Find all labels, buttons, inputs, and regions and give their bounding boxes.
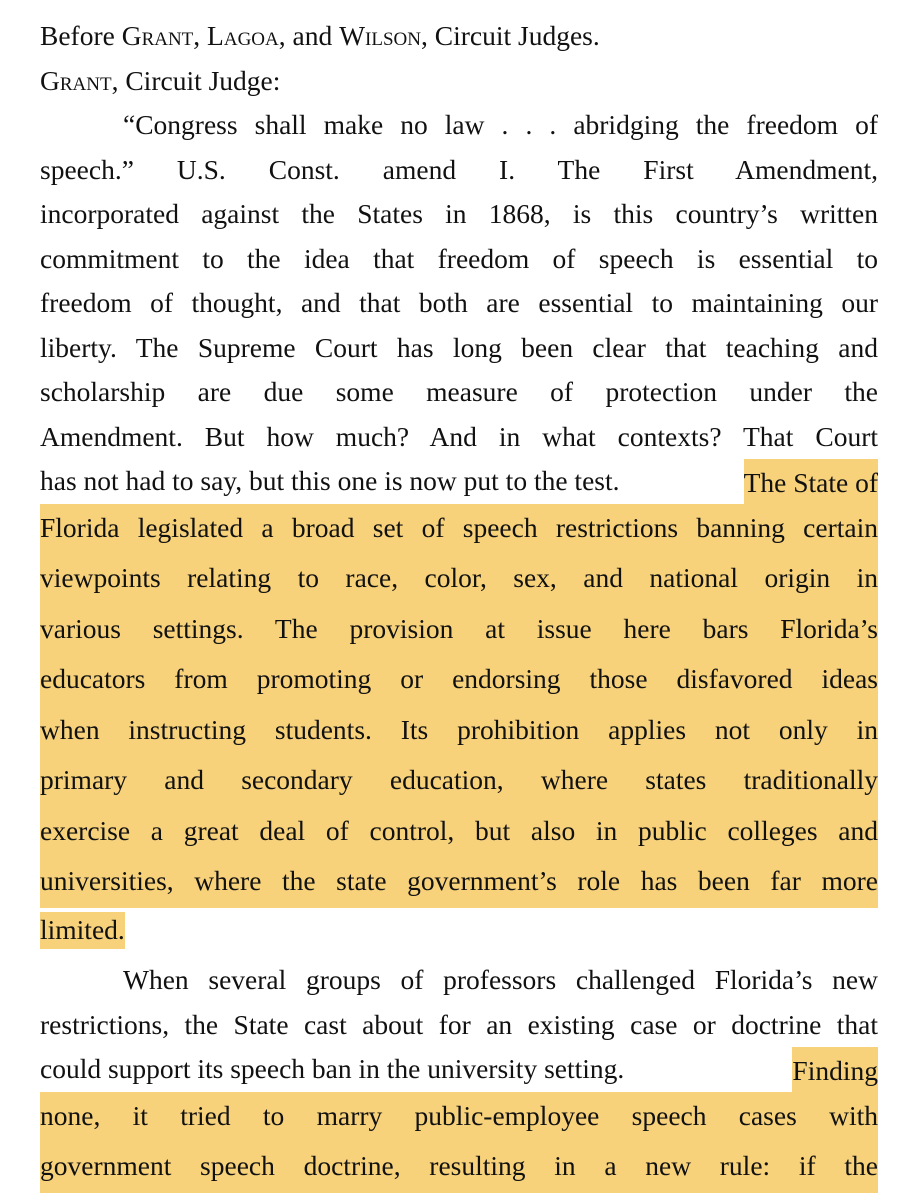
paragraph-line: liberty. The Supreme Court has long been clear that teaching and xyxy=(40,331,878,363)
panel-separator: , xyxy=(193,20,208,51)
paragraph-2 xyxy=(40,958,878,1193)
highlighted-line: various settings. The provision at issue here bars Florida’s xyxy=(40,605,878,656)
highlighted-line: Florida legislated a broad set of speech restrictions banning certain xyxy=(40,504,878,555)
highlighted-line: when instructing students. Its prohibition applies not only in xyxy=(40,706,878,757)
panel-suffix: , Circuit Judges. xyxy=(420,20,600,51)
plain-text: has not had to say, but this one is now put to the test. xyxy=(40,465,634,496)
paragraph-line: restrictions, the State cast about for an existing case or doctrine that xyxy=(40,1008,878,1040)
judge-lagoa: Lagoa xyxy=(207,20,279,51)
paragraph-line: incorporated against the States in 1868, is this country’s written xyxy=(40,198,878,229)
panel-prefix: Before xyxy=(40,20,122,51)
paragraph-line: When several groups of professors challenged Florida’s new xyxy=(123,964,878,995)
paragraph-line: “Congress shall make no law . . . abridging the freedom of xyxy=(123,109,878,140)
paragraph-line xyxy=(40,459,878,504)
highlighted-line: educators from promoting or endorsing those disfavored ideas xyxy=(40,655,878,706)
judge-grant: Grant xyxy=(121,20,194,51)
panel-line xyxy=(40,14,878,59)
highlighted-line: none, it tried to marry public-employee speech cases with xyxy=(40,1092,878,1143)
paragraph-line: scholarship are due some measure of protection under the xyxy=(40,376,878,407)
plain-text: could support its speech ban in the university setting. xyxy=(40,1053,639,1084)
opinion-page xyxy=(40,14,878,1193)
highlighted-text: limited. xyxy=(40,912,125,949)
highlighted-line: primary and secondary education, where states traditionally xyxy=(40,756,878,807)
judge-wilson: Wilson xyxy=(339,20,421,51)
highlighted-line: universities, where the state government’s role has been far more xyxy=(40,857,878,908)
paragraph-line xyxy=(40,1047,878,1092)
paragraph-line: Amendment. But how much? And in what contexts? That Court xyxy=(40,420,878,452)
paragraph-1 xyxy=(40,103,878,952)
author-line xyxy=(40,59,878,104)
paragraph-line: commitment to the idea that freedom of speech is essential to xyxy=(40,242,878,274)
highlighted-line: exercise a great deal of control, but also in public colleges and xyxy=(40,807,878,858)
paragraph-line: speech.” U.S. Const. amend I. The First Amendment, xyxy=(40,153,878,185)
highlighted-text: The State of xyxy=(744,459,878,504)
highlighted-line: viewpoints relating to race, color, sex, and national origin in xyxy=(40,554,878,605)
panel-separator: , and xyxy=(278,20,340,51)
highlighted-line: government speech doctrine, resulting in a new rule: if the xyxy=(40,1142,878,1193)
highlighted-text: Finding xyxy=(792,1047,878,1092)
paragraph-line xyxy=(40,908,878,953)
author-name: Grant xyxy=(40,64,112,96)
paragraph-line: freedom of thought, and that both are essential to maintaining our xyxy=(40,287,878,318)
author-suffix: , Circuit Judge: xyxy=(111,64,281,96)
